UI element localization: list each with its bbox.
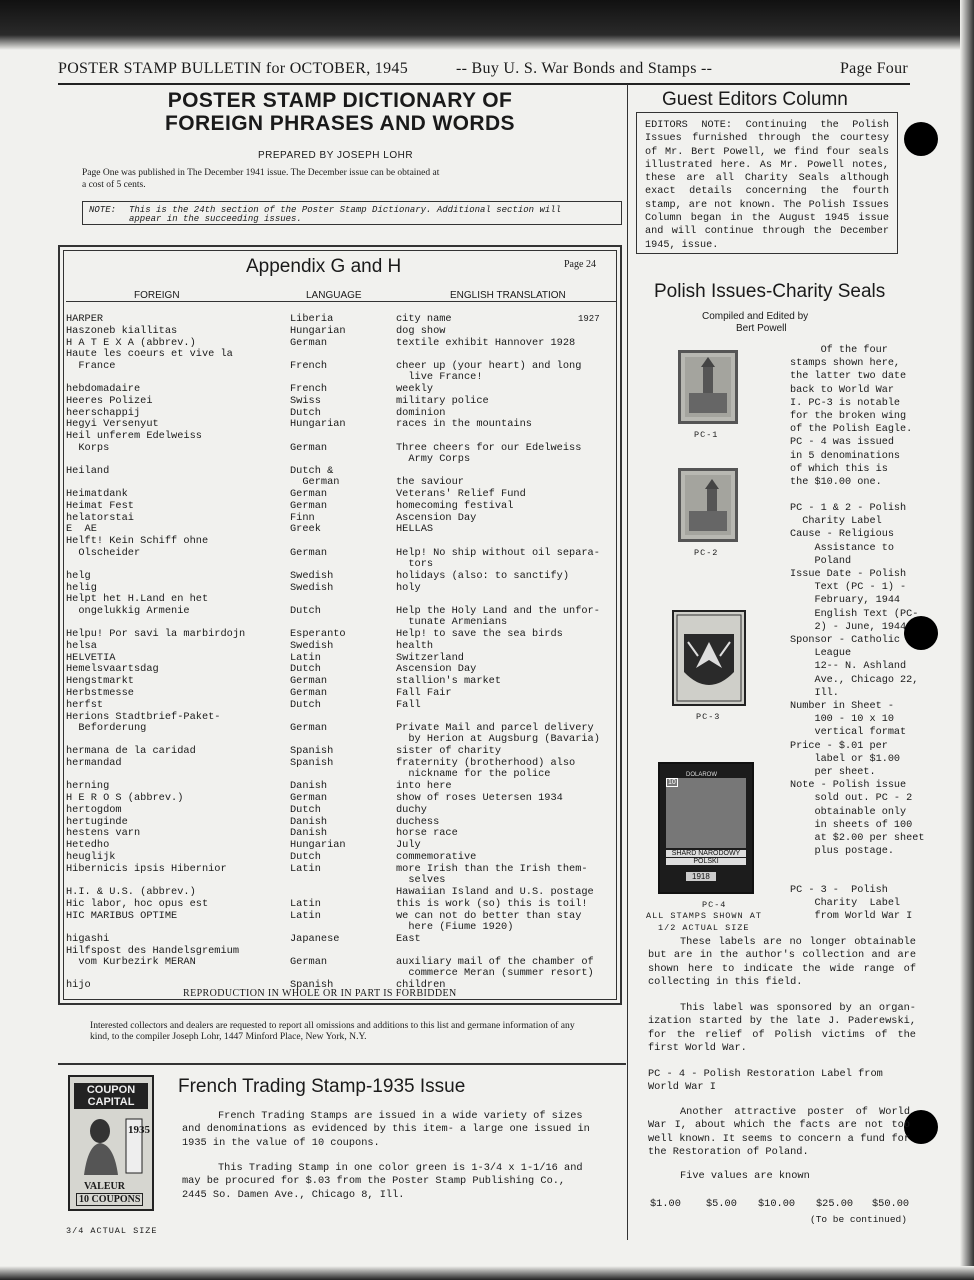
entry-foreign: herning [66,780,110,793]
dictionary-entry [66,408,616,419]
entry-foreign: Haszoneb kiallitas [66,324,178,337]
entry-language: Dutch & German [290,464,340,489]
dictionary-entry [66,946,616,980]
entry-language: Hungarian [290,418,346,431]
stamp-year: 1935 [128,1124,150,1136]
header-rule [58,83,910,85]
stamp-coupons: 10 COUPONS [76,1193,143,1206]
appendix-footer: REPRODUCTION IN WHOLE OR IN PART IS FORBIDDEN [183,988,457,999]
entry-translation: Fall [396,698,421,711]
dictionary-entry [66,676,616,687]
dictionary-entry [66,758,616,781]
compiled-by: Compiled and Edited by [702,311,809,322]
entry-foreign: helg [66,569,91,582]
entry-language: German [290,499,328,512]
dictionary-title-1: POSTER STAMP DICTIONARY OF [167,89,513,112]
entry-language: German [290,336,328,349]
entry-language: Dutch [290,604,321,617]
entry-translation: this is work (so) this is toil! [396,897,588,910]
entry-language: Swedish [290,639,334,652]
entry-foreign: Hengstmarkt [66,675,134,688]
entry-translation: dominion [396,406,446,419]
entry-foreign: hijo [66,979,91,992]
entry-foreign: Hilfspost des Handelsgremium vom Kurbezirk MERAN [66,944,240,968]
entry-language: Hungarian [290,324,346,337]
dictionary-entry [66,466,616,489]
entry-foreign: helatorstai [66,511,134,524]
dictionary-entry [66,688,616,699]
entry-foreign: Hegyi Versenyut [66,418,159,431]
value-5: $50.00 [872,1198,910,1210]
entry-translation: children [396,979,446,992]
entry-foreign: Heil unferem Edelweiss Korps [66,430,202,454]
entry-foreign: Hic labor, hoc opus est [66,897,209,910]
entry-foreign: Hibernicis ipsis Hibernior [66,862,227,875]
dictionary-entry [66,864,616,887]
stamps-caption-2: 1/2 ACTUAL SIZE [658,923,750,933]
entry-language: Greek [290,523,321,536]
coupon-capital-stamp [68,1075,154,1211]
entry-language: Latin [290,651,321,664]
col-translation: ENGLISH TRANSLATION [450,290,566,301]
header-page: Page Four [839,60,908,77]
entry-language: Dutch [290,406,321,419]
entry-foreign: H.I. & U.S. (abbrev.) [66,886,196,898]
dictionary-entry [66,828,616,839]
entry-translation: sister of charity [396,745,502,758]
dictionary-entry [66,664,616,675]
entry-translation: Help! to save the sea birds [396,628,563,640]
entry-language: Latin [290,909,321,922]
entry-foreign: higashi [66,932,110,945]
entry-language: Hungarian [290,839,346,852]
entry-foreign: Heimatdank [66,488,128,500]
entry-translation: Private Mail and parcel delivery by Herion at Augsburg (Bavaria) [396,722,600,746]
entry-translation: fraternity (brotherhood) also nickname for the police [396,757,576,781]
pc1-stamp-image [678,350,738,424]
entry-foreign: heerschappij [66,406,141,419]
church-icon [681,353,735,421]
entry-translation: duchy [396,803,427,816]
entry-foreign: hertogdom [66,803,122,816]
dictionary-entry [66,641,616,652]
entry-translation: July [396,839,421,852]
pc4-top-text: DOLAROW [686,772,718,778]
entry-language: Latin [290,897,321,910]
entry-language: Dutch [290,803,321,816]
dictionary-entry [66,852,616,863]
french-caption: 3/4 ACTUAL SIZE [66,1226,158,1236]
guest-editors-note: EDITORS NOTE: Continuing the Polish Issues furnished through the courtesy of Mr. Bert Powell, we find four seals illustrated here. As Mr. Powell notes, these are all Charity Seals although exact details concerning the fourth stamp, are not known. The Polish Issues Column began in the August 1945 issue and will continue through the December 1945, issue. [636,112,898,254]
note-line-2: appear in the succeeding issues. [129,214,302,224]
entry-foreign: Herions Stadtbrief-Paket- Beforderung [66,710,221,734]
pc4-scene [666,778,746,848]
entry-translation: more Irish than the Irish them- selves [396,862,588,887]
stamp-valeur: VALEUR [84,1181,125,1192]
entry-translation: Ascension Day [396,663,477,676]
pc2-label: PC-2 [694,548,719,558]
pc4-stamp-image [658,762,754,894]
column-divider [627,84,628,1240]
entry-foreign: Heeres Polizei [66,394,153,407]
entry-translation: Fall Fair [396,687,452,699]
scan-edge-bottom [0,1266,974,1280]
polish-para-4: Another attractive poster of World War I, about which the facts are not too well known. It seems to concern a fund for the Restoration of Poland. [648,1106,910,1158]
entry-translation: health [396,639,434,652]
value-1: $1.00 [650,1198,681,1210]
polish-eagle-icon [674,612,744,704]
entry-language: Swiss [290,394,321,407]
entry-translation: Help! No ship without oil separa- tors [396,546,600,570]
dictionary-entry [66,629,616,640]
entry-foreign: hermandad [66,757,122,769]
entry-translation: we can not do better than stay here (Fiume 1920) [396,909,582,933]
entry-foreign: H E R O S (abbrev.) [66,792,184,804]
entry-translation: stallion's market [396,675,502,688]
entry-foreign: Hemelsvaartsdag [66,663,159,676]
col-language: LANGUAGE [306,290,362,301]
punch-hole [904,122,938,156]
pc4-label: PC-4 [702,900,727,910]
entry-foreign: helsa [66,639,97,652]
entry-language: Swedish [290,569,334,582]
col-foreign: FOREIGN [134,290,180,301]
to-be-continued: (To be continued) [810,1214,907,1225]
entry-language: Danish [290,780,328,793]
entry-translation: military police [396,394,489,407]
dictionary-entry [66,899,616,910]
dictionary-byline: PREPARED BY JOSEPH LOHR [258,150,414,161]
stamps-caption-1: ALL STAMPS SHOWN AT [646,911,762,921]
appendix-page: Page 24 [564,259,596,270]
guest-title: Guest Editors Column [662,89,848,110]
five-values: Five values are known [680,1170,810,1182]
dictionary-intro-1: Page One was published in The December 1941 issue. The December issue can be obtained at [82,168,440,178]
header-slogan: -- Buy U. S. War Bonds and Stamps -- [456,60,713,77]
entry-foreign: H A T E X A (abbrev.) [66,336,196,349]
stamp-top-text: COUPON CAPITAL [74,1083,148,1109]
entry-foreign: Heiland [66,464,110,477]
dictionary-entry [66,934,616,945]
entry-language: Liberia [290,313,334,325]
polish-intro: Of the four stamps shown here, the latter two date back to World War I. PC-3 is notable for the broken wing of the Polish Eagle. PC - 4 was issued in 5 denominations of which this is the $10.00 one. [790,345,913,489]
entry-language: Dutch [290,851,321,863]
entry-language: German [290,956,328,968]
entry-language: French [290,359,328,372]
entry-foreign: HARPER [66,313,104,325]
entry-foreign: hertuginde [66,815,128,828]
dictionary-entry [66,805,616,816]
entry-foreign: heuglijk [66,851,116,863]
pc3-label: PC-3 [696,712,721,722]
entry-translation: horse race [396,827,458,840]
entry-foreign: Haute les coeurs et vive la France [66,348,233,372]
polish-para-2: This label was sponsored by an organ- ization started by the late J. Paderewski, for the relief of Polish victims of the first World War. [648,1002,916,1054]
pc4-name-1: SHARD NARODOWY [666,850,746,857]
value-2: $5.00 [706,1198,737,1210]
dictionary-entry [66,489,616,500]
dictionary-entry [66,513,616,524]
dictionary-entry [66,349,616,383]
dictionary-entry [66,781,616,792]
entry-language: Finn [290,511,315,524]
dictionary-entry [66,326,616,337]
entry-foreign: Herbstmesse [66,687,134,699]
entry-translation: Three cheers for our Edelweiss Army Corps [396,441,582,465]
dictionary-entry [66,594,616,628]
entry-language: Spanish [290,757,334,769]
french-para-1: French Trading Stamps are issued in a wide variety of sizes and denominations as evidenced by this item- a large one issued in 1935 in the value of 10 coupons. [182,1110,590,1149]
entry-foreign: HIC MARIBUS OPTIME [66,909,178,922]
entry-translation: Help the Holy Land and the unfor- tunate Armenians [396,604,600,629]
scan-edge-right [960,0,974,1280]
entry-translation: holidays (also: to sanctify) [396,569,570,582]
pc1-label: PC-1 [694,430,719,440]
entry-translation: Ascension Day [396,511,477,524]
dictionary-note [82,201,622,225]
entry-language: Dutch [290,663,321,676]
entry-foreign: hestens varn [66,827,141,840]
entry-translation: HELLAS [396,523,434,536]
entry-translation: races in the mountains [396,418,532,431]
dictionary-entry [66,653,616,664]
entry-language: German [290,792,328,804]
appendix-header-rule [66,301,616,302]
value-4: $25.00 [816,1198,854,1210]
dictionary-intro-2: a cost of 5 cents. [82,180,146,190]
entry-translation: weekly [396,383,434,395]
entry-translation: dog show [396,324,446,337]
church-icon [681,471,735,539]
entry-language: Latin [290,862,321,875]
entry-translation: city name [396,313,452,325]
entry-foreign: hebdomadaire [66,383,141,395]
dictionary-entry [66,501,616,512]
dictionary-entry [66,746,616,757]
dictionary-entry [66,887,616,898]
dictionary-entry [66,583,616,594]
entry-translation: homecoming festival [396,499,514,512]
header-title: POSTER STAMP BULLETIN for OCTOBER, 1945 [58,60,408,77]
dictionary-title-2: FOREIGN PHRASES AND WORDS [165,112,515,135]
polish-pc3-note: PC - 3 - Polish Charity Label from World War I [790,885,913,923]
entry-language: Swedish [290,581,334,594]
entry-language: Dutch [290,698,321,711]
polish-title: Polish Issues-Charity Seals [654,281,886,302]
french-title: French Trading Stamp-1935 Issue [178,1076,466,1097]
section-rule [58,1063,626,1065]
entry-translation: duchess [396,815,440,828]
dictionary-entry [66,384,616,395]
dictionary-entry [66,524,616,535]
dictionary-entry [66,536,616,570]
dictionary-entry [66,840,616,851]
corner-year: 1927 [578,314,600,324]
entry-language: German [290,441,328,454]
entry-language: German [290,675,328,688]
entry-translation: Switzerland [396,651,464,664]
note-label: NOTE: [89,205,117,215]
entry-language: Esperanto [290,628,346,640]
entry-translation: into here [396,780,452,793]
pc2-stamp-image [678,468,738,542]
entry-language: German [290,722,328,734]
entry-foreign: herfst [66,698,104,711]
entry-foreign: helig [66,581,97,594]
note-line-1: This is the 24th section of the Poster Stamp Dictionary. Additional section will [129,205,562,215]
collectors-note: Interested collectors and dealers are requested to report all omissions and additions to this list and germane information of any kind, to the compiler Joseph Lohr, 1447 Minford Place, New York, N.Y. [90,1020,575,1042]
entry-foreign: Heimat Fest [66,499,134,512]
entry-foreign: Helft! Kein Schiff ohne Olscheider [66,535,209,559]
dictionary-entry [66,712,616,746]
dictionary-entry [66,419,616,430]
entry-foreign: hermana de la caridad [66,745,196,758]
entry-translation: show of roses Uetersen 1934 [396,792,563,804]
pc3-stamp-image [672,610,746,706]
entry-language: Spanish [290,745,334,758]
entry-translation: Veterans' Relief Fund [396,488,526,500]
value-3: $10.00 [758,1198,796,1210]
dictionary-entry [66,338,616,349]
dictionary-entry [66,817,616,828]
dictionary-entry [66,431,616,465]
pc4-value-left: 10 [668,779,676,786]
entry-foreign: Helpu! Por savi la marbirdojn [66,628,246,640]
entry-language: Spanish [290,979,334,992]
entry-foreign: E AE [66,523,97,536]
entry-language: German [290,488,328,500]
pc4-year: 1918 [686,872,716,881]
entry-translation: auxiliary mail of the chamber of commerce Meran (summer resort) [396,956,594,980]
entry-translation: East [396,932,421,945]
running-header [58,60,908,82]
polish-details: PC - 1 & 2 - Polish Charity Label Cause - Religious Assistance to Poland Issue Date - Polish Text (PC - 1) - February, 1944 English Text (PC- 2) - June, 1944 Sponsor - Catholic League 12-- N. Ashland Ave., Chicago 22, Ill. Number in Sheet - 100 - 10 x 10 vertical format Price - $.01 per label or $1.00 per sheet. Note - Polish issue sold out. PC - 2 obtainable only in sheets of 100 at $2.00 per sheet plus postage. [790,503,925,858]
entry-translation: commemorative [396,851,477,863]
dictionary-entry [66,911,616,934]
entry-language: German [290,546,328,559]
entry-language: French [290,383,328,395]
entry-language: Danish [290,815,328,828]
french-para-2: This Trading Stamp in one color green is 1-3/4 x 1-1/16 and may be procured for $.03 from the Poster Stamp Publishing Co., 2445 So. Damen Ave., Chicago 8, Ill. [182,1162,583,1201]
dictionary-entry [66,396,616,407]
entry-translation: cheer up (your heart) and long live France! [396,359,582,384]
entry-language: German [290,687,328,699]
entry-foreign: Helpt het H.Land en het ongelukkig Armenie [66,593,209,617]
compiler-name: Bert Powell [736,323,787,334]
dictionary-entry [66,700,616,711]
appendix-title: Appendix G and H [246,256,402,277]
entry-translation: Hawaiian Island and U.S. postage [396,886,594,898]
entry-language: Japanese [290,932,340,945]
dictionary-entry [66,571,616,582]
entry-foreign: HELVETIA [66,651,116,664]
polish-para-3: PC - 4 - Polish Restoration Label from World War I [648,1068,883,1094]
entry-translation: the saviour [396,476,464,489]
polish-para-1: These labels are no longer obtainable but are in the author's collection and are shown here to indicate the wide range of collecting in this field. [648,936,916,988]
scan-edge-top [0,0,974,50]
entry-translation: holy [396,581,421,594]
entry-language: Danish [290,827,328,840]
pc4-name-2: POLSKI [666,858,746,865]
dictionary-entry [66,314,616,325]
dictionary-entry [66,793,616,804]
entry-translation: textile exhibit Hannover 1928 [396,336,576,349]
entry-foreign: Hetedho [66,839,110,852]
